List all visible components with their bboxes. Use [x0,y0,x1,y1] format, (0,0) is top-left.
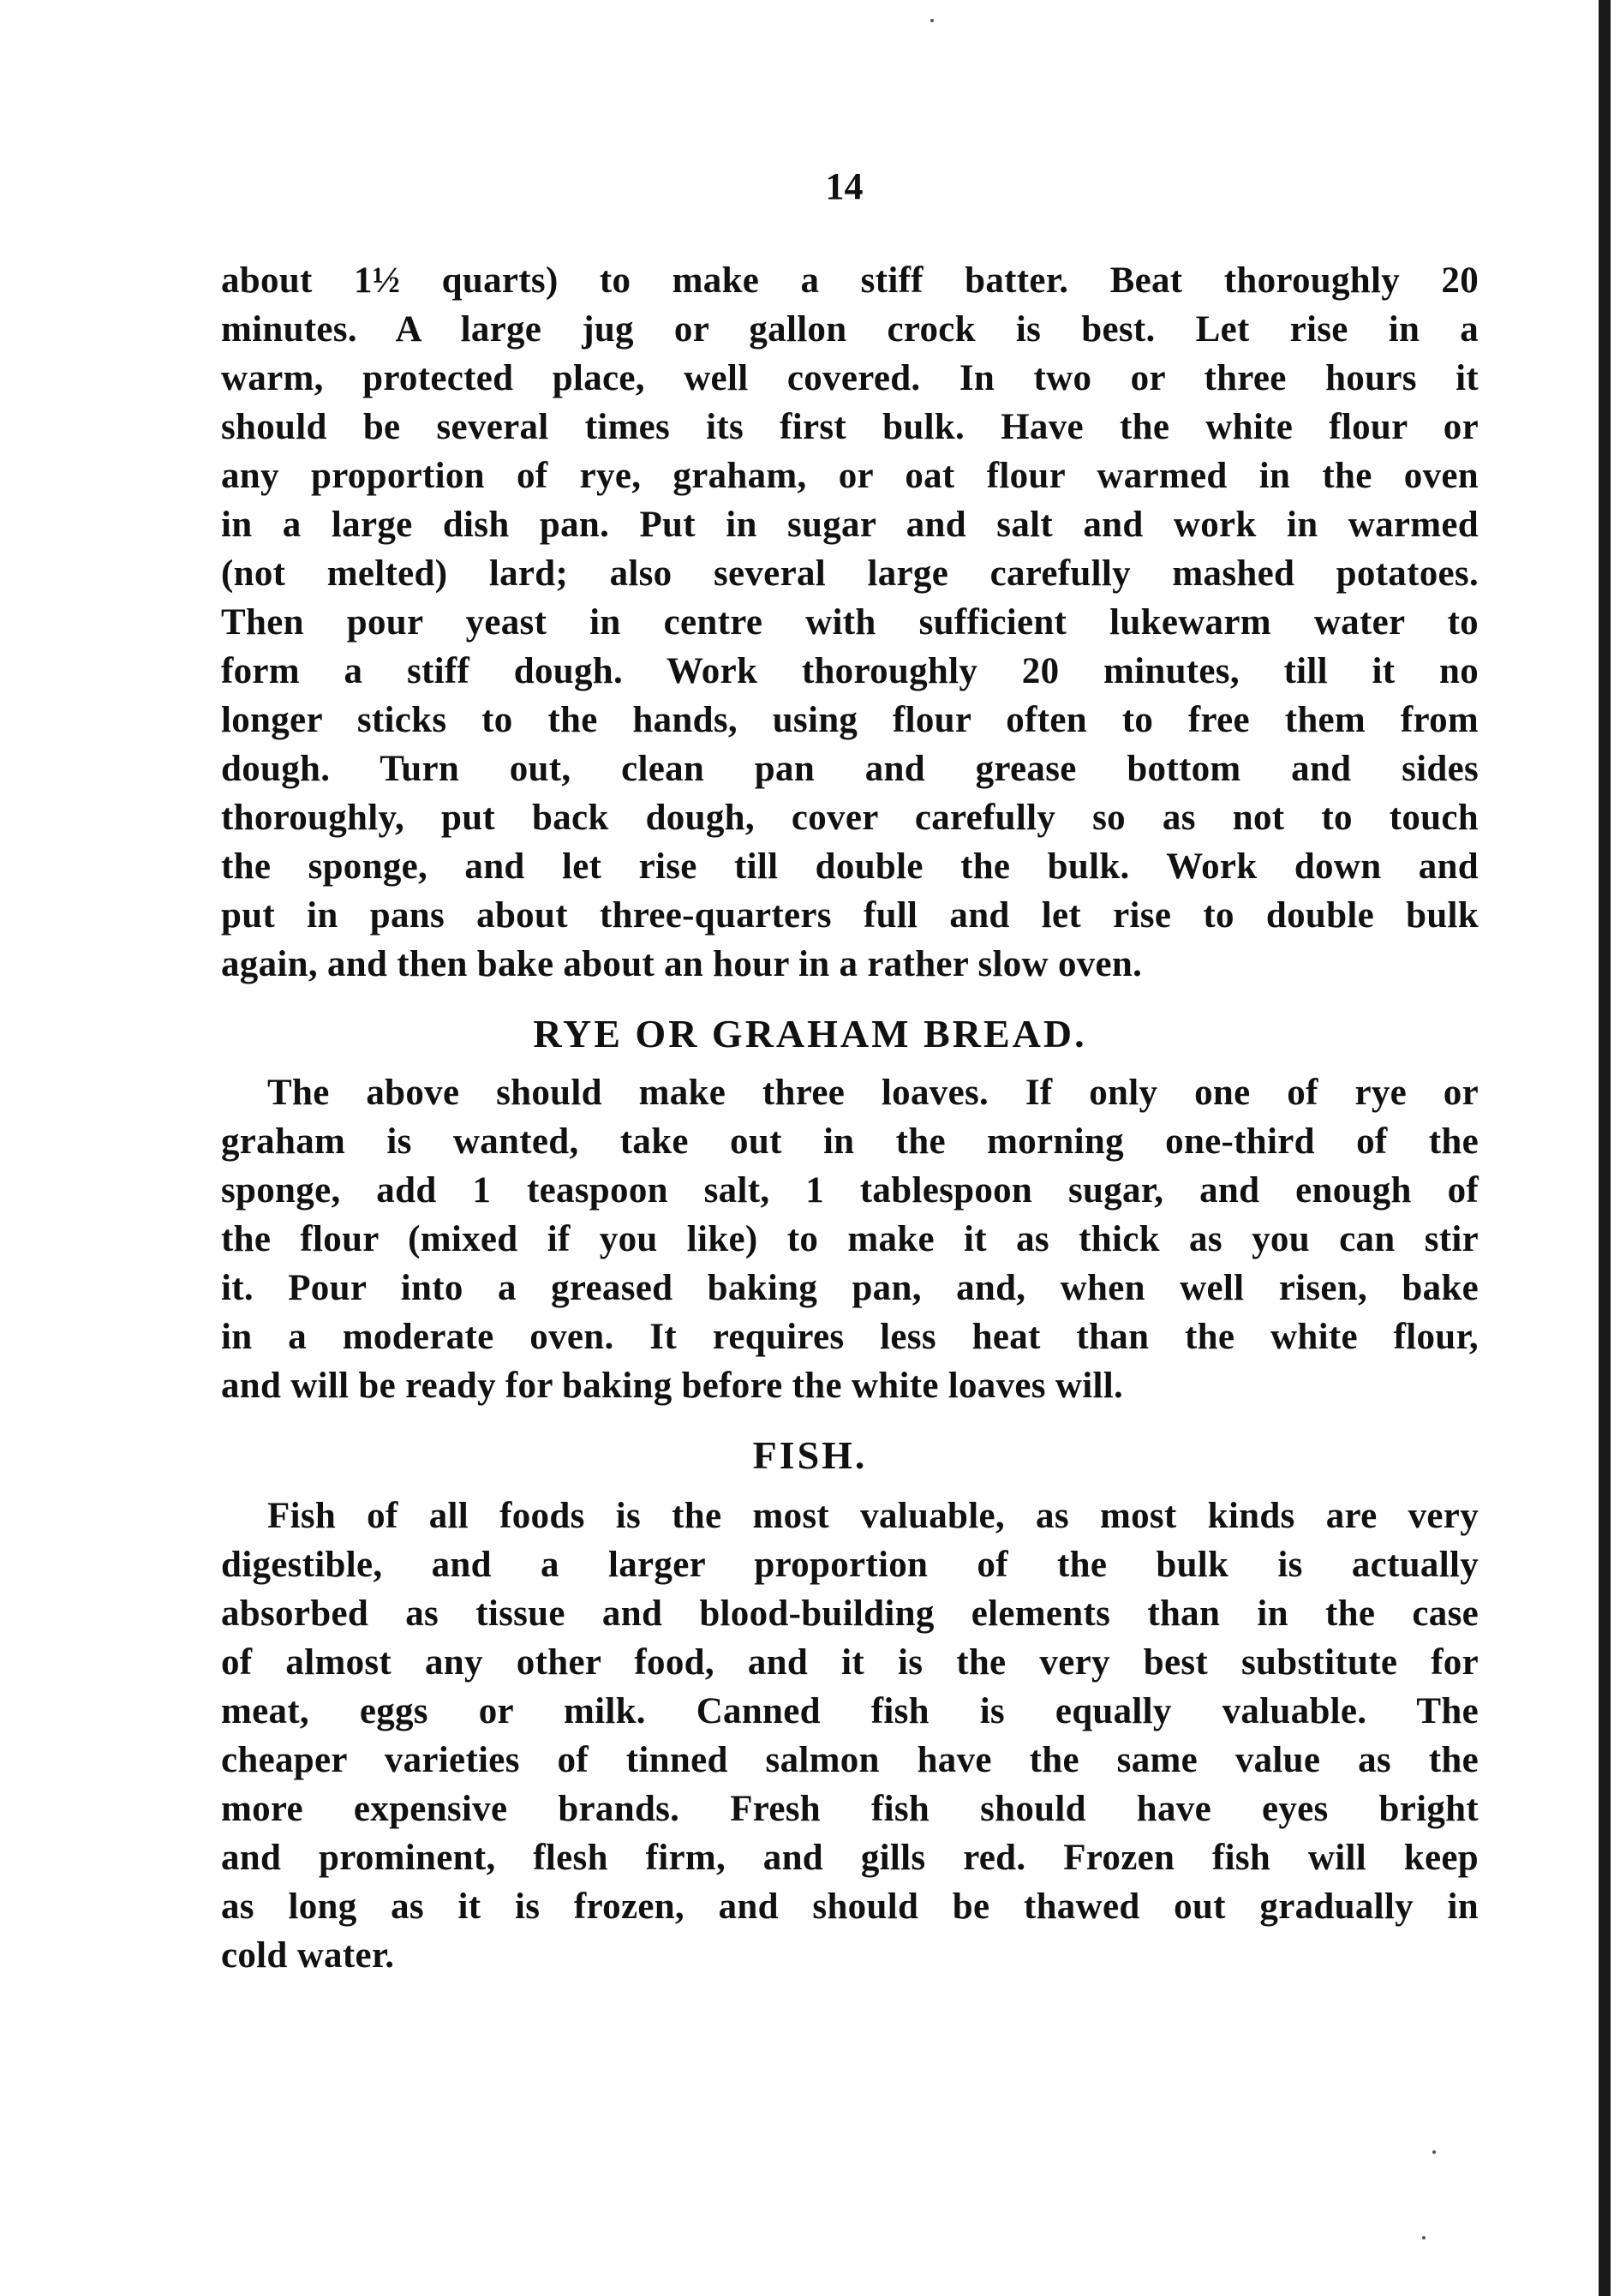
text-line: should be several times its first bulk. Have the white flour or [221,407,1479,447]
text-line: thoroughly, put back dough, cover carefully so as not to touch [221,798,1479,838]
text-line: as long as it is frozen, and should be thawed out gradually in [221,1886,1479,1927]
text-line: of almost any other food, and it is the very best substitute for [221,1642,1479,1683]
text-line: cold water. [221,1935,395,1976]
text-line: minutes. A large jug or gallon crock is best. Let rise in a [221,309,1479,350]
text-line: again, and then bake about an hour in a rather slow oven. [221,944,1143,984]
text-line: meat, eggs or milk. Canned fish is equally valuable. The [221,1691,1479,1731]
text-line: absorbed as tissue and blood-building elements than in the case [221,1593,1479,1634]
text-line: dough. Turn out, clean pan and grease bottom and sides [221,749,1479,789]
text-line: more expensive brands. Fresh fish should have eyes bright [221,1789,1479,1829]
text-line: any proportion of rye, graham, or oat flour warmed in the oven [221,456,1479,496]
text-line: (not melted) lard; also several large carefully mashed potatoes. [221,553,1479,594]
text-line: it. Pour into a greased baking pan, and, when well risen, bake [221,1268,1479,1308]
text-line: cheaper varieties of tinned salmon have the same value as the [221,1740,1479,1780]
section-heading-fish: FISH. [752,1433,868,1477]
text-line: graham is wanted, take out in the morning one-third of the [221,1121,1479,1162]
text-line: sponge, add 1 teaspoon salt, 1 tablespoon sugar, and enough of [221,1170,1479,1211]
page-edge-shadow [1599,0,1611,2296]
text-line: in a large dish pan. Put in sugar and salt and work in warmed [221,505,1479,545]
section-heading-rye-or-graham-bread: RYE OR GRAHAM BREAD. [533,1012,1087,1055]
text-line: the sponge, and let rise till double the bulk. Work down and [221,846,1479,887]
text-line: warm, protected place, well covered. In two or three hours it [221,358,1479,398]
text-line: The above should make three loaves. If only one of rye or [267,1073,1479,1113]
text-line: longer sticks to the hands, using flour often to free them from [221,700,1479,740]
text-line: Then pour yeast in centre with sufficient lukewarm water to [221,602,1479,643]
scan-speck [1422,2236,1426,2239]
scan-speck [930,19,934,22]
text-line: and prominent, flesh firm, and gills red. Frozen fish will keep [221,1838,1479,1878]
text-line: in a moderate oven. It requires less heat than the white flour, [221,1317,1479,1357]
text-line: form a stiff dough. Work thoroughly 20 minutes, till it no [221,651,1479,691]
text-line: Fish of all foods is the most valuable, as most kinds are very [267,1496,1479,1536]
text-line: and will be ready for baking before the white loaves will. [221,1366,1124,1406]
page-number: 14 [825,165,864,207]
text-line: about 1½ quarts) to make a stiff batter. Beat thoroughly 20 [221,260,1479,301]
text-line: put in pans about three-quarters full and let rise to double bulk [221,895,1479,936]
text-line: the flour (mixed if you like) to make it as thick as you can stir [221,1219,1479,1259]
text-line: digestible, and a larger proportion of the bulk is actually [221,1545,1479,1585]
scan-speck [1432,2150,1436,2154]
